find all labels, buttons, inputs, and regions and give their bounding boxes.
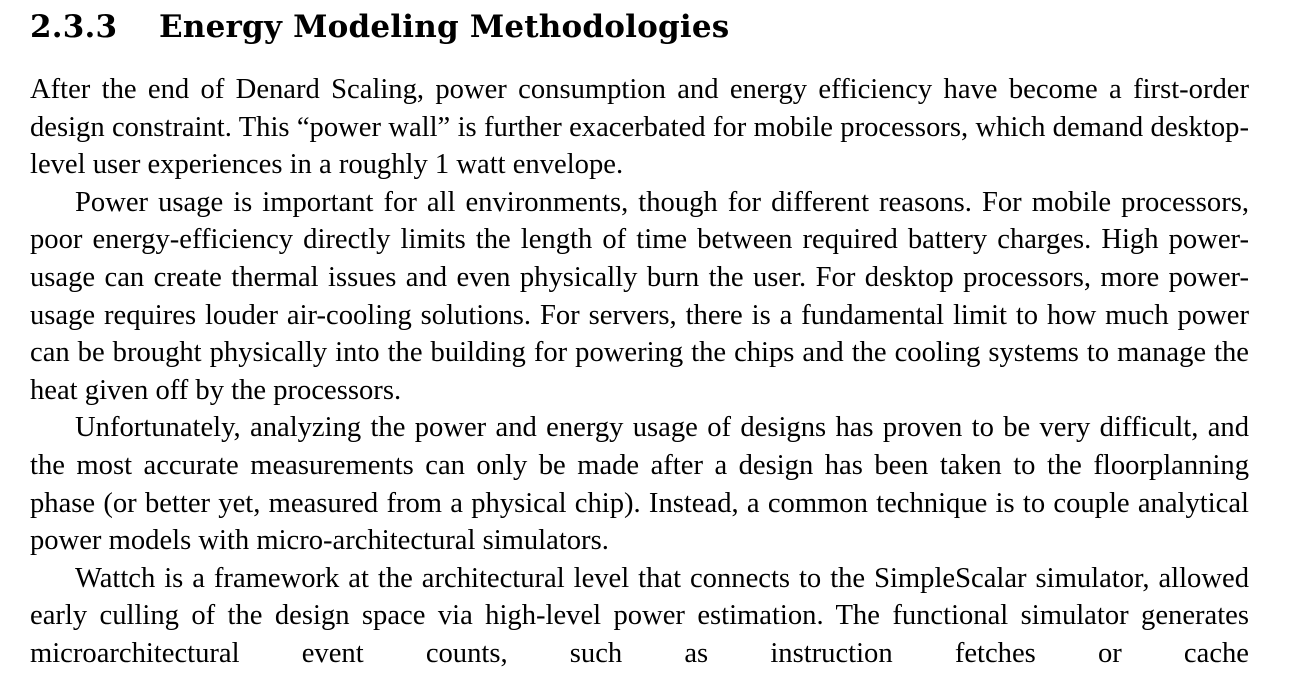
paragraph-analysis-difficulty: Unfortunately, analyzing the power and energy usage of designs has proven to be very difficult, and the most accurate measurements can only be made after a design has been taken to the floorplanning phase (or better yet, measured from a physical chip). Instead, a common technique is to couple analytical power models with micro-architectural simulators. — [30, 412, 1249, 557]
section-title: Energy Modeling Methodologies — [159, 9, 730, 45]
document-page — [30, 0, 1249, 673]
paragraph-power-wall: After the end of Denard Scaling, power consumption and energy efficiency have become a first-order design constraint. This “power wall” is further exacerbated for mobile processors, which demand desktop-level user experiences in a roughly 1 watt envelope. — [30, 74, 1249, 181]
paragraph-wattch: Wattch is a framework at the architectural level that connects to the SimpleScalar simulator, allowed early culling of the design space via high-level power estimation. The functional simulator generates microarchitectural event counts, such as instruction fetches or cache — [30, 562, 1249, 669]
section-heading — [30, 0, 1249, 52]
paragraph-power-usage: Power usage is important for all environments, though for different reasons. For mobile processors, poor energy-efficiency directly limits the length of time between required battery charges. High power-usage can create thermal issues and even physically burn the user. For desktop processors, more power-usage requires louder air-cooling solutions. For servers, there is a fundamental limit to how much power can be brought physically into the building for powering the chips and the cooling systems to manage the heat given off by the processors. — [30, 186, 1249, 406]
body-text — [30, 71, 1249, 673]
section-number: 2.3.3 — [30, 9, 118, 45]
